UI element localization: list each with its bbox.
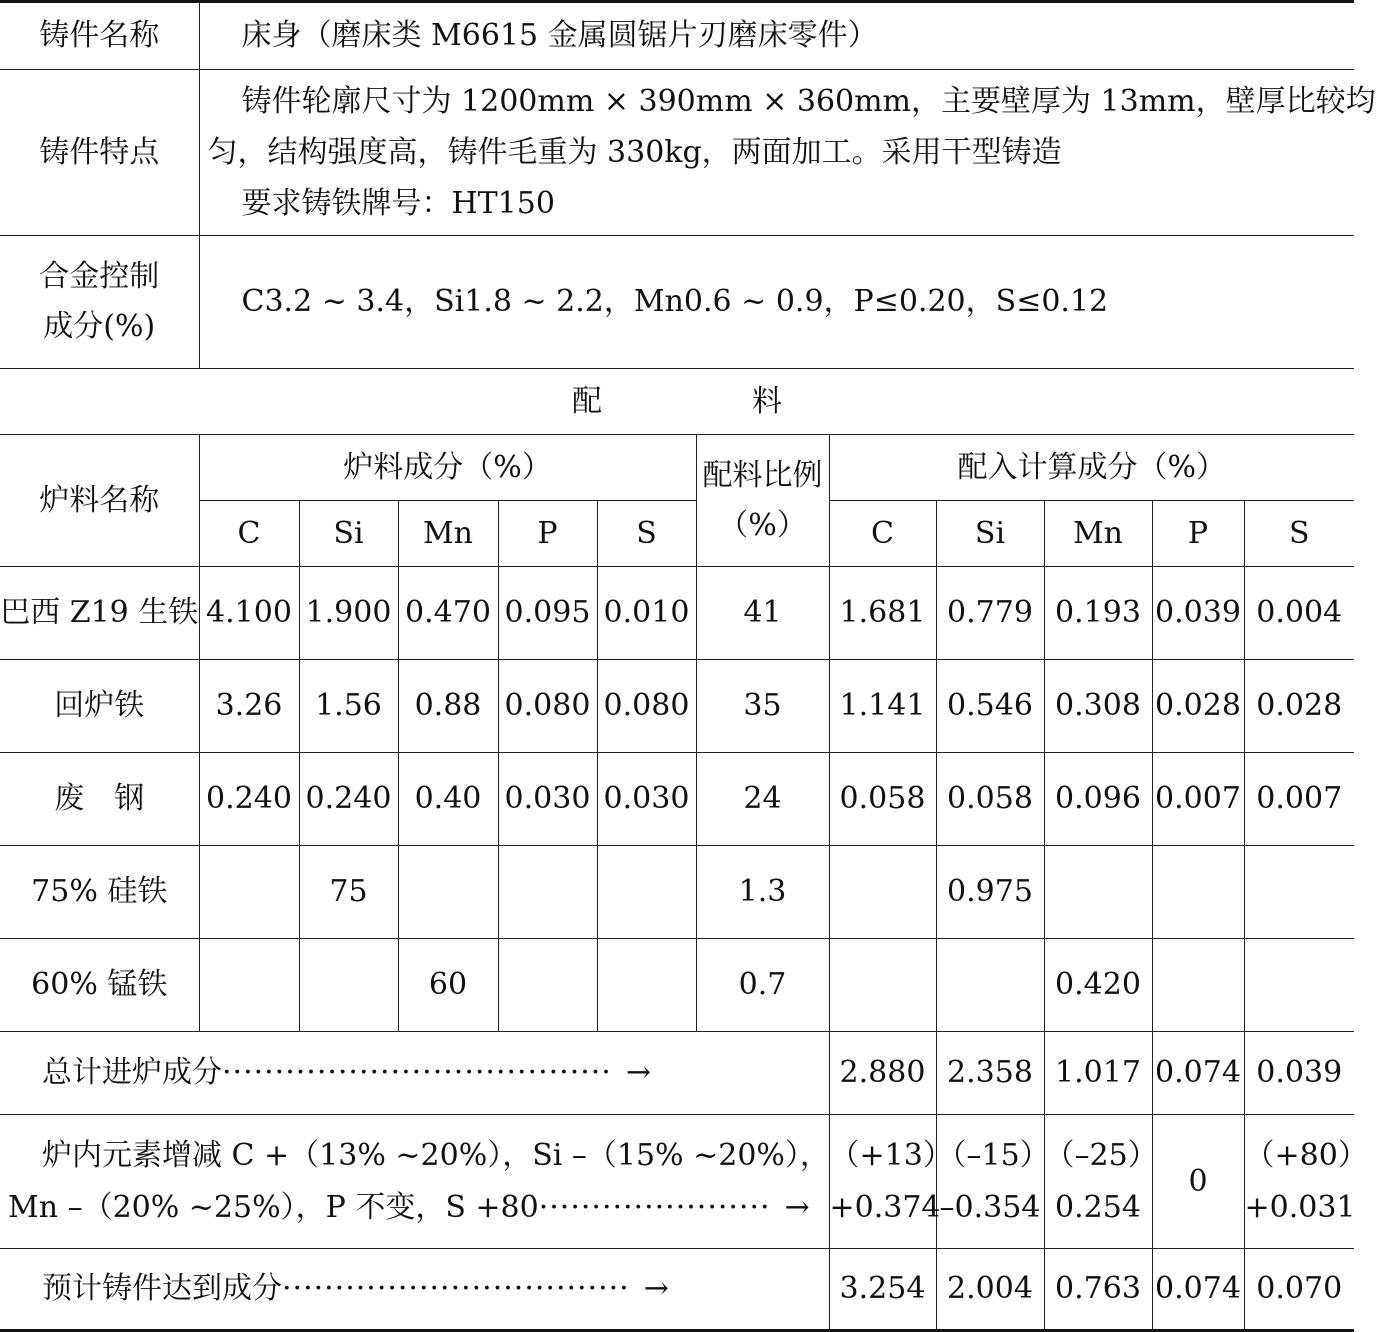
header-row-2 (0, 501, 1354, 567)
change-dots: ······················ (538, 1189, 771, 1225)
comp-cell: 0.010 (597, 567, 696, 660)
header-comp-s: S (597, 501, 696, 567)
header-calc-s: S (1244, 501, 1354, 567)
total-label-cell (0, 1032, 829, 1115)
comp-cell: 3.26 (199, 660, 299, 753)
table-row (0, 753, 1354, 846)
alloy-value (199, 236, 1354, 369)
casting-name-row (0, 2, 1354, 70)
table-row (0, 846, 1354, 939)
comp-cell: 75 (299, 846, 398, 939)
casting-name-text: 床身（磨床类 M6615 金属圆锯片刃磨床零件） (241, 18, 878, 53)
calc-cell: 0.007 (1244, 753, 1354, 846)
calc-cell: 0.039 (1152, 567, 1244, 660)
header-comp-c: C (199, 501, 299, 567)
calc-cell (1044, 846, 1152, 939)
comp-cell (597, 939, 696, 1032)
total-row (0, 1032, 1354, 1115)
comp-cell (199, 846, 299, 939)
header-row-1 (0, 435, 1354, 501)
calc-cell: 0.028 (1152, 660, 1244, 753)
header-calc-c: C (829, 501, 936, 567)
ratio-cell: 0.7 (696, 939, 829, 1032)
change-cell-p: 0 (1152, 1115, 1244, 1249)
change-pct: （–25） (1044, 1137, 1158, 1173)
row-name: 巴西 Z19 生铁 (0, 567, 199, 660)
expected-cell: 0.763 (1044, 1249, 1152, 1331)
casting-name-value (199, 2, 1354, 70)
row-name: 75% 硅铁 (0, 846, 199, 939)
change-pct: （+13） (829, 1137, 953, 1173)
calc-cell: 0.779 (936, 567, 1044, 660)
row-name: 60% 锰铁 (0, 939, 199, 1032)
header-calc-p: P (1152, 501, 1244, 567)
calc-cell: 1.141 (829, 660, 936, 753)
comp-cell (299, 939, 398, 1032)
expected-dots: ································· (282, 1271, 630, 1306)
feature-line-3: 要求铸铁牌号：HT150 (241, 186, 555, 221)
comp-cell: 0.080 (597, 660, 696, 753)
header-calc-si: Si (936, 501, 1044, 567)
total-cell: 0.074 (1152, 1032, 1244, 1115)
comp-cell: 0.080 (498, 660, 597, 753)
total-cell: 2.880 (829, 1032, 936, 1115)
header-calc-mn: Mn (1044, 501, 1152, 567)
total-arrow: → (625, 1055, 651, 1090)
comp-cell: 0.88 (398, 660, 498, 753)
casting-feature-label: 铸件特点 (0, 70, 199, 236)
comp-cell: 0.030 (597, 753, 696, 846)
calc-cell (1152, 939, 1244, 1032)
change-cell-mn (1044, 1115, 1158, 1249)
change-label-cell (0, 1115, 829, 1249)
total-cell: 0.039 (1244, 1032, 1354, 1115)
comp-cell: 60 (398, 939, 498, 1032)
expected-arrow: → (643, 1271, 669, 1306)
table-row (0, 567, 1354, 660)
section-title-right: 料 (752, 383, 782, 419)
casting-feature-row (0, 70, 1354, 236)
total-cell: 1.017 (1044, 1032, 1152, 1115)
comp-cell: 0.40 (398, 753, 498, 846)
comp-cell (199, 939, 299, 1032)
row-name: 回炉铁 (0, 660, 199, 753)
change-value: 0.254 (1055, 1189, 1141, 1225)
calc-cell: 0.420 (1044, 939, 1152, 1032)
expected-label: 预计铸件达到成分 (42, 1271, 282, 1306)
header-comp-mn: Mn (398, 501, 498, 567)
section-title-row (0, 369, 1354, 435)
change-line-1: 炉内元素增减 C +（13% ~20%），Si –（15% ~20%）， (42, 1137, 830, 1173)
calc-cell (1244, 939, 1354, 1032)
comp-cell: 0.470 (398, 567, 498, 660)
change-cell-s (1244, 1115, 1368, 1249)
casting-name-label: 铸件名称 (0, 2, 199, 70)
header-charge-composition: 炉料成分（%） (199, 435, 696, 501)
change-pct: （+80） (1244, 1137, 1368, 1173)
comp-cell: 4.100 (199, 567, 299, 660)
header-calc-composition: 配入计算成分（%） (829, 435, 1354, 501)
change-cell-c (829, 1115, 953, 1249)
ratio-cell: 1.3 (696, 846, 829, 939)
expected-label-cell (0, 1249, 829, 1331)
ratio-cell: 24 (696, 753, 829, 846)
total-dots: ····································· (222, 1055, 612, 1090)
calc-cell: 0.004 (1244, 567, 1354, 660)
change-value: +0.374 (829, 1189, 941, 1225)
calc-cell (1152, 846, 1244, 939)
expected-cell: 0.070 (1244, 1249, 1354, 1331)
calc-cell: 0.546 (936, 660, 1044, 753)
comp-cell (597, 846, 696, 939)
ratio-cell: 41 (696, 567, 829, 660)
alloy-label (0, 236, 199, 369)
total-label: 总计进炉成分 (42, 1055, 222, 1090)
calc-cell (936, 939, 1044, 1032)
section-title-left: 配 (572, 383, 602, 419)
comp-cell: 0.030 (498, 753, 597, 846)
ratio-cell: 35 (696, 660, 829, 753)
table-row (0, 660, 1354, 753)
feature-line-1: 铸件轮廓尺寸为 1200mm × 390mm × 360mm，主要壁厚为 13mm，壁厚比较均 (241, 84, 1376, 119)
calc-cell (1244, 846, 1354, 939)
calc-cell: 0.007 (1152, 753, 1244, 846)
comp-cell: 1.56 (299, 660, 398, 753)
calc-cell: 1.681 (829, 567, 936, 660)
change-value: –0.354 (939, 1189, 1041, 1225)
calc-cell: 0.058 (829, 753, 936, 846)
alloy-label-line-1: 合金控制 (39, 259, 160, 294)
expected-cell: 3.254 (829, 1249, 936, 1331)
feature-line-2: 匀，结构强度高，铸件毛重为 330kg，两面加工。采用干型铸造 (207, 135, 1062, 170)
comp-cell (498, 846, 597, 939)
header-ratio-line-1: 配料比例 (702, 457, 823, 493)
change-line-2: Mn –（20% ~25%），P 不变，S +80 (8, 1189, 539, 1225)
change-value: +0.031 (1244, 1189, 1356, 1225)
comp-cell: 0.240 (199, 753, 299, 846)
header-ratio-line-2: （%） (718, 507, 807, 543)
comp-cell (498, 939, 597, 1032)
change-cell-si (936, 1115, 1050, 1249)
calc-cell: 0.058 (936, 753, 1044, 846)
change-arrow: → (784, 1189, 810, 1225)
change-pct: （–15） (936, 1137, 1050, 1173)
alloy-label-line-2: 成分(%) (43, 309, 156, 344)
comp-cell: 1.900 (299, 567, 398, 660)
calc-cell (829, 939, 936, 1032)
calc-cell: 0.096 (1044, 753, 1152, 846)
header-charge-name: 炉料名称 (0, 435, 199, 567)
calc-cell: 0.975 (936, 846, 1044, 939)
section-title (0, 369, 1354, 435)
alloy-row (0, 236, 1354, 369)
calc-cell: 0.308 (1044, 660, 1152, 753)
expected-cell: 2.004 (936, 1249, 1044, 1331)
expected-row (0, 1249, 1354, 1331)
total-cell: 2.358 (936, 1032, 1044, 1115)
header-comp-p: P (498, 501, 597, 567)
casting-feature-value (199, 70, 1376, 236)
comp-cell: 0.240 (299, 753, 398, 846)
row-name: 废 钢 (0, 753, 199, 846)
calc-cell (829, 846, 936, 939)
comp-cell (398, 846, 498, 939)
header-ratio (696, 435, 829, 567)
expected-cell: 0.074 (1152, 1249, 1244, 1331)
calc-cell: 0.028 (1244, 660, 1354, 753)
calc-cell: 0.193 (1044, 567, 1152, 660)
comp-cell: 0.095 (498, 567, 597, 660)
change-row (0, 1115, 1354, 1249)
alloy-value-text: C3.2 ~ 3.4，Si1.8 ~ 2.2，Mn0.6 ~ 0.9，P≤0.20，S≤0.12 (241, 284, 1109, 319)
table-row (0, 939, 1354, 1032)
header-comp-si: Si (299, 501, 398, 567)
